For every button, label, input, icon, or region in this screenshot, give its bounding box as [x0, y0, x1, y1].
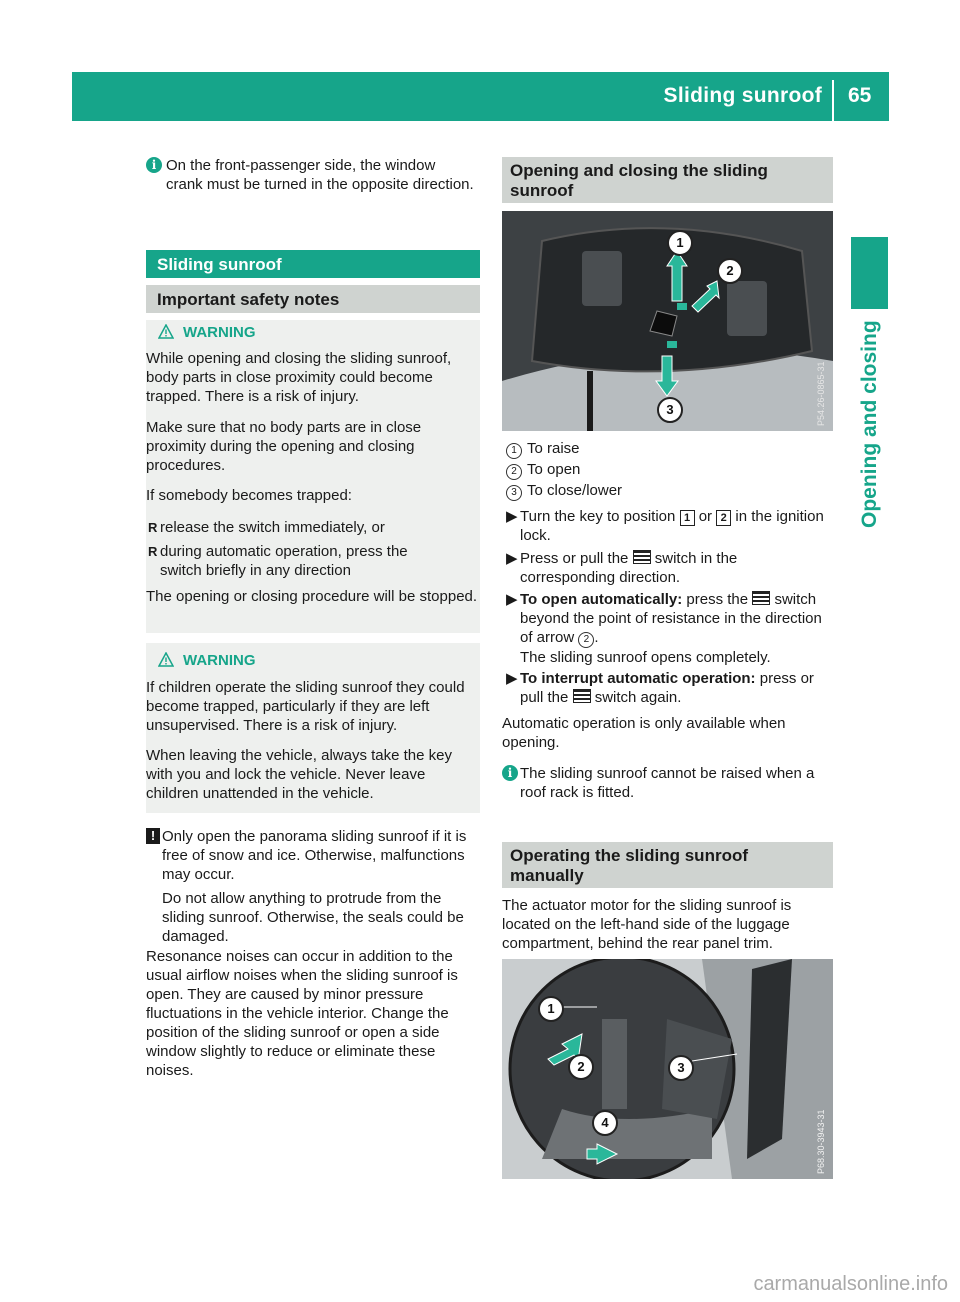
step-text: in the ignition lock. [520, 508, 824, 544]
warning-text: While opening and closing the sliding sunroof, body parts in close proximity could become trapped. There is a risk of injury. [146, 350, 452, 405]
legend-item-1 [506, 439, 580, 459]
warning-bullet: R during automatic operation, press the switch briefly in any direction [160, 542, 450, 580]
section-title: Sliding sunroof [157, 255, 282, 274]
step-2 [506, 549, 834, 587]
callout-3: 3 [668, 1055, 694, 1081]
auto-operation-note: Automatic operation is only available when opening. [502, 715, 786, 751]
step-bold-label: To interrupt automatic operation: [520, 670, 756, 687]
step-bold-label: To open automatically: [520, 591, 683, 608]
roof-rack-note: The sliding sunroof cannot be raised when a roof rack is fitted. [520, 765, 815, 801]
step-1 [506, 507, 834, 545]
header-title: Sliding sunroof [663, 84, 822, 107]
figure-code: P54.26-0865-31 [816, 361, 826, 426]
step-text: switch again. [594, 689, 682, 706]
warning-triangle-icon [158, 324, 174, 340]
warning-box-2 [146, 643, 480, 813]
step-arrow-icon: ▶ [506, 508, 518, 525]
warning-text: If children operate the sliding sunroof they could become trapped, particularly if they are left unsupervised. There is a risk of injury. [146, 679, 465, 734]
section-manual-operation [502, 842, 833, 888]
step-arrow-icon: ▶ [506, 591, 518, 608]
manual-paragraph: The actuator motor for the sliding sunroof is located on the left-hand side of the luggage compartment, behind the rear panel trim. [502, 897, 792, 952]
callout-1: 1 [667, 230, 693, 256]
key-position: 2 [716, 510, 731, 526]
step-text: Press or pull the [520, 550, 629, 567]
subsection-safety [146, 285, 480, 313]
figure-code: P68.30-3943-31 [816, 1109, 826, 1174]
header-separator [832, 80, 834, 121]
switch-icon [752, 591, 770, 605]
switch-icon [573, 689, 591, 703]
side-tab-marker [851, 237, 888, 309]
step-text: switch beyond the point of resistance in the direction of arrow [520, 591, 822, 646]
callout-number: 3 [506, 485, 522, 501]
key-position: 1 [680, 510, 695, 526]
step-arrow-icon: ▶ [506, 670, 518, 687]
callout-3: 3 [657, 397, 683, 423]
legend-text: To open [527, 461, 581, 478]
warning-text: The opening or closing procedure will be stopped. [146, 588, 478, 605]
step-text: or [698, 508, 713, 525]
step-text: press or pull the [520, 670, 814, 706]
warning-text: When leaving the vehicle, always take the key with you and lock the vehicle. Never leave children unattended in the vehicle. [146, 747, 452, 802]
warning-bullet: R release the switch immediately, or [160, 518, 474, 537]
subsection-title: Important safety notes [157, 290, 340, 309]
legend-item-3 [506, 481, 623, 501]
section-title: Operating the sliding sunroof manually [510, 846, 748, 885]
warning-triangle-icon [158, 652, 174, 668]
side-tab-label: Opening and closing [858, 320, 881, 528]
warning-text: Make sure that no body parts are in close proximity during the opening and closing procedures. [146, 419, 422, 474]
warning-box-1 [146, 320, 480, 633]
notice-text: Do not allow anything to protrude from the sliding sunroof. Otherwise, the seals could be damaged. [162, 890, 464, 945]
section-sliding-sunroof [146, 250, 480, 278]
resonance-paragraph: Resonance noises can occur in addition to the usual airflow noises when the sliding sunroof is open. They are caused by minor pressure fluctuations in the vehicle interior. Change the position of the sliding sunroof or open a side window slightly to reduce or eliminate these noises. [146, 948, 458, 1079]
step-arrow-icon: ▶ [506, 550, 518, 567]
step-text: switch in the corresponding direction. [520, 550, 738, 586]
warning-title: WARNING [183, 652, 256, 669]
page-number: 65 [848, 84, 872, 107]
callout-2: 2 [717, 258, 743, 284]
legend-text: To raise [527, 440, 580, 457]
callout-2: 2 [568, 1054, 594, 1080]
notice-exclamation-icon: ! [146, 828, 160, 844]
step-text: The sliding sunroof opens completely. [520, 649, 771, 666]
legend-text: To close/lower [527, 482, 623, 499]
watermark-text: carmanualsonline.info [753, 1273, 948, 1295]
figure-sunroof-switch [502, 211, 833, 431]
section-title: Opening and closing the sliding sunroof [510, 161, 768, 200]
callout-number: 1 [506, 443, 522, 459]
info-icon: i [502, 765, 518, 781]
step-3: ▶ To open automatically: press the switch beyond the point of resistance in the direction of arrow 2 . The sliding sunroof opens completely. [506, 591, 822, 666]
callout-number: 2 [506, 464, 522, 480]
notice-text: Only open the panorama sliding sunroof if it is free of snow and ice. Otherwise, malfunctions may occur. [162, 828, 467, 883]
step-4 [506, 669, 834, 707]
section-opening-closing [502, 157, 833, 203]
callout-1: 1 [538, 996, 564, 1022]
step-text: Turn the key to position [520, 508, 676, 525]
legend-item-2 [506, 460, 581, 480]
callout-number: 2 [578, 632, 594, 648]
figure-luggage-compartment [502, 959, 833, 1179]
callout-4: 4 [592, 1110, 618, 1136]
switch-icon [633, 550, 651, 564]
warning-title: WARNING [183, 324, 256, 341]
step-text: press the [686, 591, 749, 608]
info-note: On the front-passenger side, the window crank must be turned in the opposite direction. [166, 157, 474, 193]
warning-text: If somebody becomes trapped: [146, 487, 352, 504]
info-icon: i [146, 157, 162, 173]
